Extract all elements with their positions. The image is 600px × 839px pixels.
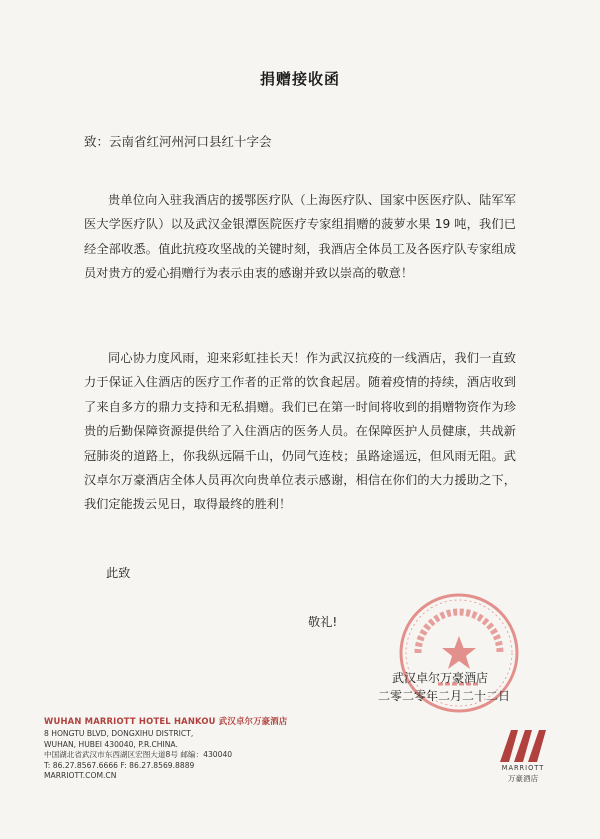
brand-name-en: MARRIOTT [501, 764, 545, 772]
marriott-logo-icon [494, 724, 552, 764]
signature-date: 二零二零年二月二十二日 [378, 689, 511, 703]
signature-name: 武汉卓尔万豪酒店 [392, 671, 489, 685]
footer-hotel-name: WUHAN MARRIOTT HOTEL HANKOU 武汉卓尔万豪酒店 [44, 716, 288, 726]
letterhead-footer [44, 715, 304, 782]
footer-phone-fax: T: 86.27.8567.6666 F: 86.27.8569.8889 [44, 760, 195, 770]
footer-address-line: 中国湖北省武汉市东西湖区宏图大道8号 邮编：430040 [44, 750, 233, 760]
letter-recipient: 致：云南省红河州河口县红十字会 [84, 134, 272, 149]
footer-address-line: 8 HONGTU BLVD, DONGXIHU DISTRICT, [44, 729, 194, 738]
letter-regards: 敬礼! [308, 615, 338, 629]
brand-name-cn: 万豪酒店 [507, 774, 539, 783]
letter-paragraph-1: 贵单位向入驻我酒店的援鄂医疗队（上海医疗队、国家中医医疗队、陆军军医大学医疗队）以及武汉金银潭医院医疗专家组捐赠的菠萝水果 19 吨，我们已经全部收悉。值此抗疫攻坚战的关键时刻，我酒店全体员工及各医疗队专家组成员对贵方的爱心捐赠行为表示由衷的感谢并致以崇高的敬意！ [84, 193, 516, 281]
footer-website: MARRIOTT.COM.CN [44, 771, 117, 781]
letter-title: 捐赠接收函 [259, 70, 340, 88]
letter-closing: 此致 [106, 566, 131, 580]
footer-address-line: WUHAN, HUBEI 430040, P.R.CHINA. [44, 739, 178, 749]
letter-paragraph-2: 同心协力度风雨，迎来彩虹挂长天！作为武汉抗疫的一线酒店，我们一直致力于保证入住酒店的医疗工作者的正常的饮食起居。随着疫情的持续，酒店收到了来自多方的鼎力支持和无私捐赠。我们已在第一时间将收到的捐赠物资作为珍贵的后勤保障资源提供给了入住酒店的医务人员。在保障医护人员健康，共战新冠肺炎的道路上，你我纵远隔千山，仍同气连枝；虽路途遥远，但风雨无阻。武汉卓尔万豪酒店全体人员再次向贵单位表示感谢，相信在你们的大力援助之下，我们定能拨云见日，取得最终的胜利！ [84, 351, 516, 512]
